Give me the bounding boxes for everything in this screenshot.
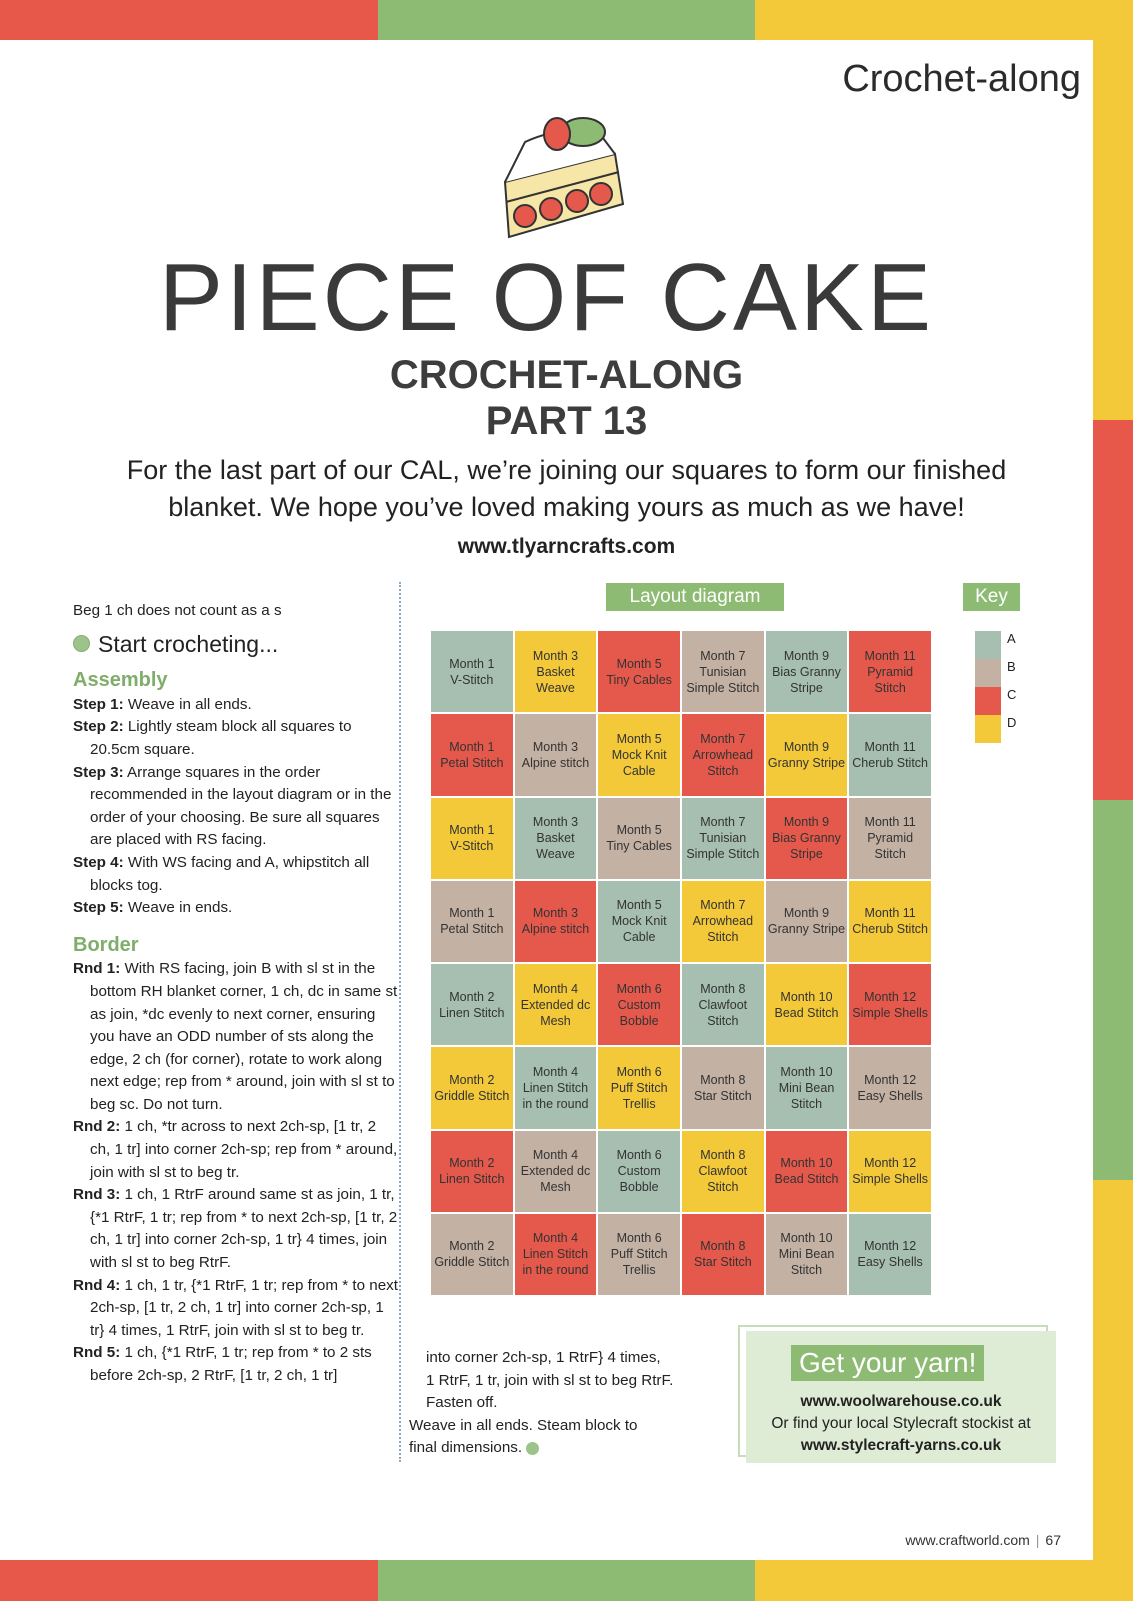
grid-square: Month 8 Clawfoot Stitch (682, 1131, 764, 1212)
text-line: 1 RtrF, 1 tr, join with sl st to beg RtrF. (426, 1371, 674, 1389)
note-text: Beg 1 ch does not count as a s (73, 602, 282, 619)
grid-square: Month 2 Griddle Stitch (431, 1047, 513, 1128)
color-key (975, 631, 1035, 743)
grid-square: Month 3 Alpine stitch (515, 881, 597, 962)
footer-site[interactable]: www.craftworld.com (905, 1532, 1030, 1548)
grid-square: Month 4 Linen Stitch in the round (515, 1214, 597, 1295)
round-text: 1 ch, *tr across to next 2ch-sp, [1 tr, 2 ch, 1 tr] into corner 2ch-sp; rep from * around, join with sl st to beg tr. (90, 1118, 398, 1181)
grid-square: Month 10 Mini Bean Stitch (766, 1047, 848, 1128)
key-swatch (975, 631, 1001, 659)
round-text: 1 ch, 1 RtrF around same st as join, 1 tr, {*1 RtrF, 1 tr; rep from * to next 2ch-sp, [1 tr, 2 ch, 1 tr] into corner 2ch-sp, 1 tr} 4 times, join with sl st to beg RtrF. (90, 1186, 398, 1272)
stockist-link[interactable]: www.stylecraft-yarns.co.uk (800, 1437, 1002, 1454)
grid-square: Month 8 Star Stitch (682, 1047, 764, 1128)
start-label: Start crocheting... (98, 630, 279, 657)
key-row (975, 687, 1035, 715)
key-letter: A (1007, 630, 1016, 646)
key-row (975, 631, 1035, 659)
assembly-step (73, 694, 398, 717)
band-segment-green (1093, 800, 1133, 1180)
grid-square: Month 8 Clawfoot Stitch (682, 964, 764, 1045)
grid-square: Month 4 Extended dc Mesh (515, 1131, 597, 1212)
grid-square: Month 6 Puff Stitch Trellis (598, 1214, 680, 1295)
grid-square: Month 11 Pyramid Stitch (849, 798, 931, 879)
grid-square: Month 2 Linen Stitch (431, 1131, 513, 1212)
border-round (73, 1342, 398, 1387)
assembly-step (73, 762, 398, 852)
bottom-decorative-band (0, 1560, 1133, 1601)
round-text: 1 ch, {*1 RtrF, 1 tr; rep from * to 2 sts before 2ch-sp, 2 RtrF, [1 tr, 2 ch, 1 tr] (90, 1344, 372, 1384)
key-letter: C (1007, 686, 1017, 702)
cake-slice-icon (495, 112, 640, 252)
key-swatch (975, 659, 1001, 687)
grid-square: Month 4 Extended dc Mesh (515, 964, 597, 1045)
band-segment-green (378, 1560, 756, 1601)
grid-square: Month 9 Granny Stripe (766, 881, 848, 962)
grid-square: Month 10 Bead Stitch (766, 1131, 848, 1212)
grid-square: Month 12 Simple Shells (849, 964, 931, 1045)
yarn-ball-icon (73, 635, 90, 652)
grid-square: Month 3 Alpine stitch (515, 714, 597, 795)
step-label: Step 1: (73, 695, 124, 713)
step-text: Lightly steam block all squares to 20.5cm square. (90, 718, 352, 758)
yarn-heading: Get your yarn! (791, 1345, 984, 1381)
assembly-step (73, 897, 398, 920)
round-label: Rnd 1: (73, 960, 121, 978)
grid-square: Month 5 Tiny Cables (598, 798, 680, 879)
step-label: Step 5: (73, 899, 124, 917)
border-round (73, 1275, 398, 1343)
step-text: Weave in all ends. (123, 695, 252, 713)
text-line-end: final dimensions. (409, 1439, 523, 1457)
text-line: Fasten off. (426, 1394, 498, 1412)
intro-line: blanket. We hope you’ve loved making yours as much as we have! (168, 492, 965, 522)
yarn-link[interactable]: www.woolwarehouse.co.uk (800, 1393, 1002, 1410)
grid-square: Month 6 Custom Bobble (598, 964, 680, 1045)
yarn-box (746, 1331, 1056, 1463)
grid-square: Month 7 Arrowhead Stitch (682, 714, 764, 795)
assembly-heading: Assembly (73, 669, 168, 692)
footer: www.craftworld.com | 67 (905, 1532, 1061, 1548)
band-segment-yellow (755, 0, 1133, 40)
grid-square: Month 9 Bias Granny Stripe (766, 798, 848, 879)
round-text: With RS facing, join B with sl st in the bottom RH blanket corner, 1 ch, dc in same st as join, *dc evenly to next corner, ensuring you have an ODD number of sts along the edge, 2 ch (for corner), rotate to work along next edge; rep from * around, join with sl st to beg sc. Do not turn. (90, 960, 398, 1113)
intro-text (60, 452, 1073, 526)
intro-line: For the last part of our CAL, we’re joining our squares to form our finished (126, 455, 1007, 485)
key-swatch (975, 687, 1001, 715)
grid-square: Month 5 Tiny Cables (598, 631, 680, 712)
yarn-ball-icon (526, 1442, 539, 1455)
right-decorative-band (1093, 40, 1133, 1560)
round-label: Rnd 4: (73, 1276, 121, 1294)
grid-square: Month 1 Petal Stitch (431, 714, 513, 795)
band-segment-red (1093, 420, 1133, 800)
subtitle (0, 352, 1133, 444)
grid-square: Month 11 Cherub Stitch (849, 881, 931, 962)
grid-square: Month 9 Bias Granny Stripe (766, 631, 848, 712)
grid-square: Month 6 Puff Stitch Trellis (598, 1047, 680, 1128)
step-text: Weave in ends. (123, 899, 233, 917)
grid-square: Month 5 Mock Knit Cable (598, 714, 680, 795)
key-swatch (975, 715, 1001, 743)
layout-diagram-label: Layout diagram (606, 583, 784, 611)
start-heading (73, 630, 398, 657)
layout-grid (431, 631, 931, 1295)
subtitle-line: CROCHET-ALONG (389, 353, 744, 397)
grid-square: Month 10 Mini Bean Stitch (766, 1214, 848, 1295)
grid-square: Month 4 Linen Stitch in the round (515, 1047, 597, 1128)
step-label: Step 3: (73, 763, 124, 781)
text-line: into corner 2ch-sp, 1 RtrF} 4 times, (426, 1349, 661, 1366)
band-segment-yellow (755, 1560, 1133, 1601)
grid-square: Month 7 Arrowhead Stitch (682, 881, 764, 962)
page-number: 67 (1045, 1532, 1061, 1548)
top-decorative-band (0, 0, 1133, 40)
step-text: Arrange squares in the order recommended in the layout diagram or in the order of your choosing. Be sure all squares are placed with RS facing. (90, 763, 392, 849)
grid-square: Month 12 Easy Shells (849, 1214, 931, 1295)
continued-text (409, 1347, 709, 1460)
key-row (975, 659, 1035, 687)
instructions-column (73, 600, 398, 1388)
step-label: Step 4: (73, 853, 124, 871)
key-row (975, 715, 1035, 743)
assembly-step (73, 852, 398, 897)
border-round (73, 958, 398, 1116)
border-round (73, 1116, 398, 1184)
key-label: Key (963, 583, 1020, 611)
grid-square: Month 11 Pyramid Stitch (849, 631, 931, 712)
grid-square: Month 3 Basket Weave (515, 631, 597, 712)
key-letter: D (1007, 714, 1017, 730)
column-divider (399, 582, 401, 1462)
grid-square: Month 3 Basket Weave (515, 798, 597, 879)
band-segment-red (0, 1560, 378, 1601)
grid-square: Month 7 Tunisian Simple Stitch (682, 631, 764, 712)
assembly-step (73, 716, 398, 761)
section-tag: Crochet-along (842, 58, 1081, 100)
grid-square: Month 12 Easy Shells (849, 1047, 931, 1128)
subtitle-part: PART 13 (485, 399, 648, 443)
text-line (409, 1437, 709, 1460)
grid-square: Month 2 Linen Stitch (431, 964, 513, 1045)
grid-square: Month 9 Granny Stripe (766, 714, 848, 795)
grid-square: Month 10 Bead Stitch (766, 964, 848, 1045)
grid-square: Month 7 Tunisian Simple Stitch (682, 798, 764, 879)
band-segment-green (378, 0, 756, 40)
grid-square: Month 11 Cherub Stitch (849, 714, 931, 795)
grid-square: Month 5 Mock Knit Cable (598, 881, 680, 962)
yarn-text: Or find your local Stylecraft stockist at (771, 1415, 1031, 1432)
page-title: PIECE OF CAKE (158, 244, 935, 351)
step-text: With WS facing and A, whipstitch all blocks tog. (90, 853, 370, 894)
border-round (73, 1184, 398, 1274)
grid-square: Month 8 Star Stitch (682, 1214, 764, 1295)
grid-square: Month 6 Custom Bobble (598, 1131, 680, 1212)
grid-square: Month 12 Simple Shells (849, 1131, 931, 1212)
round-label: Rnd 5: (73, 1344, 121, 1362)
grid-square: Month 1 V-Stitch (431, 798, 513, 879)
round-label: Rnd 3: (73, 1186, 121, 1204)
key-letter: B (1007, 658, 1016, 674)
text-line: Weave in all ends. Steam block to (409, 1416, 638, 1434)
border-heading: Border (73, 933, 139, 956)
grid-square: Month 2 Griddle Stitch (431, 1214, 513, 1295)
step-label: Step 2: (73, 718, 124, 736)
band-segment-yellow (1093, 1180, 1133, 1560)
grid-square: Month 1 V-Stitch (431, 631, 513, 712)
band-segment-red (0, 0, 378, 40)
round-text: 1 ch, 1 tr, {*1 RtrF, 1 tr; rep from * to next 2ch-sp, [1 tr, 2 ch, 1 tr] into corner 2ch-sp, 1 tr} 4 times, 1 RtrF, join with sl st to beg tr. (90, 1276, 398, 1339)
website-link[interactable]: www.tlyarncrafts.com (457, 535, 676, 558)
round-label: Rnd 2: (73, 1118, 121, 1136)
grid-square: Month 1 Petal Stitch (431, 881, 513, 962)
